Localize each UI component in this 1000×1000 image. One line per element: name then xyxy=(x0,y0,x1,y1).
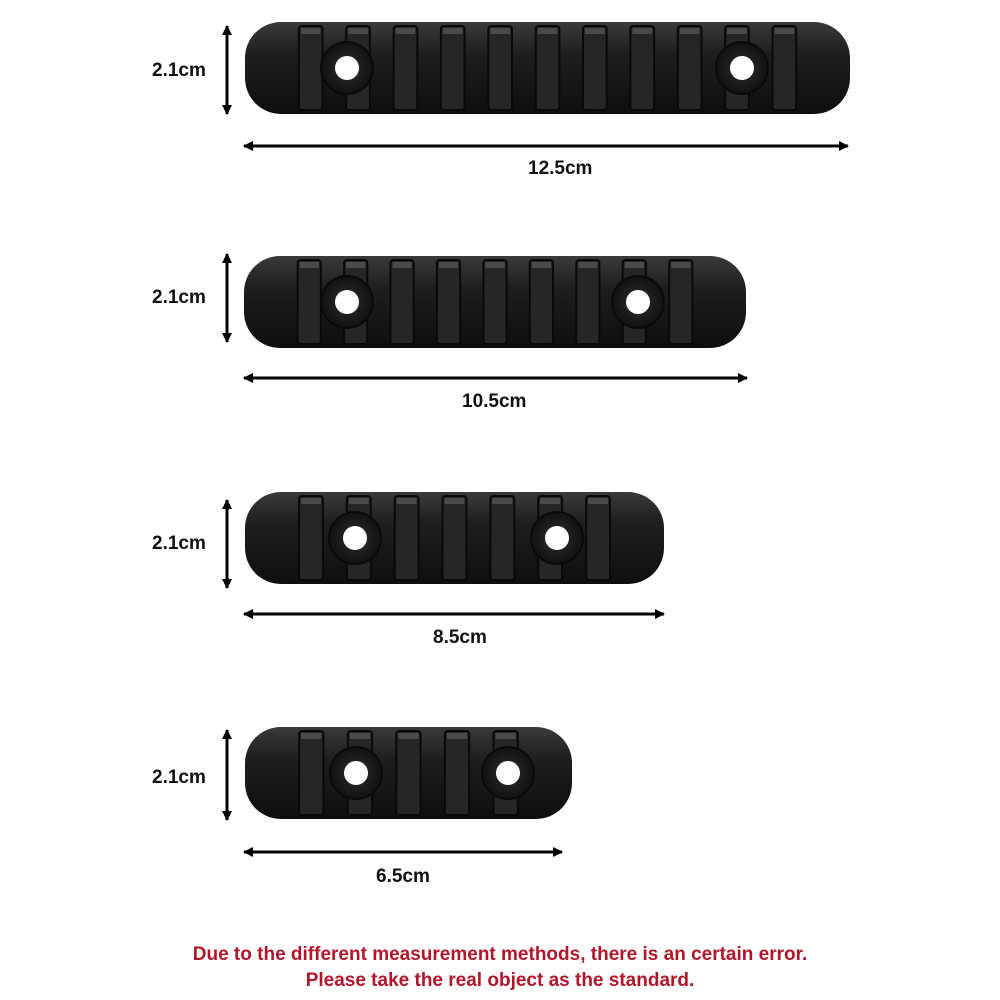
rail-slot-rib xyxy=(583,26,607,110)
rail-slot-highlight xyxy=(349,498,369,504)
length-label: 6.5cm xyxy=(376,866,430,887)
rail-slot-rib xyxy=(394,26,418,110)
rail-slot-rib xyxy=(437,260,460,344)
rail-slot-highlight xyxy=(346,262,365,268)
rail-slot-rib xyxy=(630,26,654,110)
mount-hole xyxy=(482,747,534,799)
rail-slot-highlight xyxy=(625,262,644,268)
mount-hole xyxy=(329,512,381,564)
rail-slot-highlight xyxy=(301,28,321,34)
disclaimer-line-1: Due to the different measurement methods, there is an certain error. xyxy=(192,944,808,965)
rail-slot-highlight xyxy=(588,498,608,504)
height-label: 2.1cm xyxy=(152,767,206,788)
length-label: 8.5cm xyxy=(433,627,487,648)
rail-slot-rib xyxy=(441,26,465,110)
rail-slot-rib xyxy=(669,260,692,344)
rail-slot-rib xyxy=(445,731,469,815)
rail-slot-highlight xyxy=(445,498,465,504)
rail-slot-rib xyxy=(586,496,610,580)
rail-slot-rib xyxy=(576,260,599,344)
height-label: 2.1cm xyxy=(152,533,206,554)
mount-hole xyxy=(321,276,373,328)
rail-slot-rib xyxy=(536,26,560,110)
rail-slot-highlight xyxy=(350,733,370,739)
rail-slot-rib xyxy=(678,26,702,110)
rail-slot-highlight xyxy=(578,262,597,268)
rail-slot-highlight xyxy=(490,28,510,34)
rail-slot-rib xyxy=(443,496,467,580)
rail-10-5cm xyxy=(244,256,746,348)
rail-8-5cm xyxy=(245,492,664,584)
rail-slot-highlight xyxy=(727,28,747,34)
rail-slot-rib xyxy=(299,731,323,815)
rail-slot-rib xyxy=(299,496,323,580)
rail-slot-rib xyxy=(391,260,414,344)
mount-hole xyxy=(531,512,583,564)
rail-slot-highlight xyxy=(397,498,417,504)
rail-slot-highlight xyxy=(439,262,458,268)
rail-slot-highlight xyxy=(540,498,560,504)
height-label: 2.1cm xyxy=(152,60,206,81)
rail-slot-highlight xyxy=(775,28,795,34)
mount-hole xyxy=(612,276,664,328)
rail-slot-highlight xyxy=(301,498,321,504)
rail-slot-rib xyxy=(395,496,419,580)
rail-slot-rib xyxy=(773,26,797,110)
rail-slot-highlight xyxy=(485,262,504,268)
rail-slot-highlight xyxy=(532,262,551,268)
mount-hole xyxy=(716,42,768,94)
rail-slot-highlight xyxy=(398,733,418,739)
rail-slot-rib xyxy=(396,731,420,815)
rail-slot-highlight xyxy=(393,262,412,268)
rail-slot-highlight xyxy=(680,28,700,34)
disclaimer-line-2: Please take the real object as the standard. xyxy=(305,970,695,991)
rail-slot-highlight xyxy=(443,28,463,34)
rail-slot-highlight xyxy=(671,262,690,268)
rail-slot-rib xyxy=(490,496,514,580)
rail-slot-highlight xyxy=(348,28,368,34)
rail-slot-highlight xyxy=(396,28,416,34)
rail-slot-highlight xyxy=(585,28,605,34)
rail-slot-highlight xyxy=(301,733,321,739)
rail-slot-highlight xyxy=(300,262,319,268)
rail-12-5cm xyxy=(245,22,850,114)
rail-slot-highlight xyxy=(538,28,558,34)
rail-slot-highlight xyxy=(447,733,467,739)
rail-slot-rib xyxy=(299,26,323,110)
rail-6-5cm xyxy=(245,727,572,819)
rail-slot-highlight xyxy=(496,733,516,739)
rail-slot-rib xyxy=(483,260,506,344)
length-label: 10.5cm xyxy=(462,391,527,412)
rail-slot-rib xyxy=(298,260,321,344)
rail-slot-rib xyxy=(488,26,512,110)
rail-slot-highlight xyxy=(492,498,512,504)
mount-hole xyxy=(330,747,382,799)
length-label: 12.5cm xyxy=(528,158,593,179)
rail-slot-highlight xyxy=(632,28,652,34)
rail-slot-rib xyxy=(530,260,553,344)
mount-hole xyxy=(321,42,373,94)
height-label: 2.1cm xyxy=(152,287,206,308)
